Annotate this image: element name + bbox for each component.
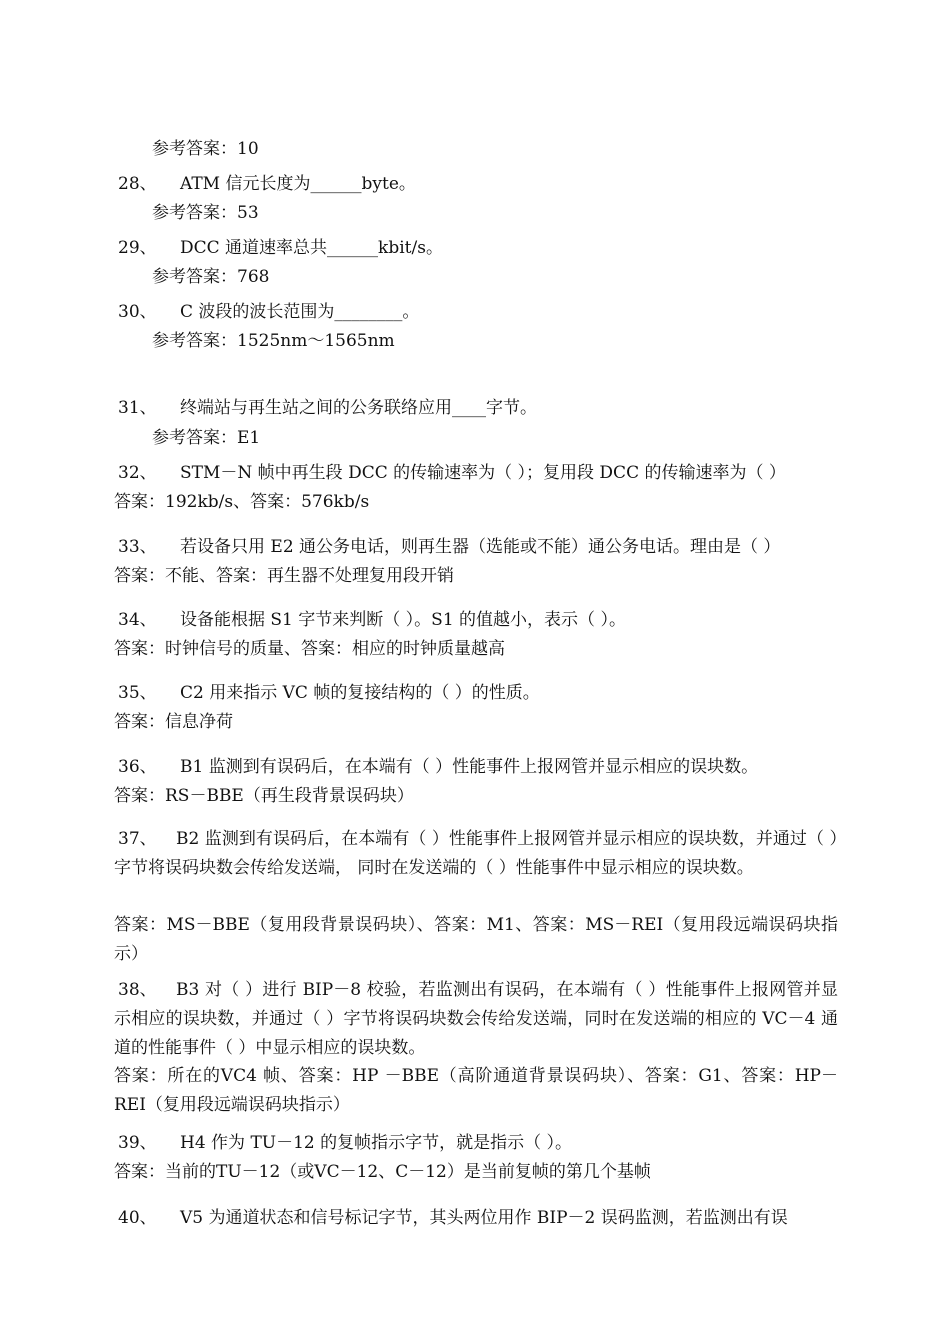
question-number: 38、 bbox=[118, 980, 157, 1000]
question-text: DCC 通道速率总共______kbit/s。 bbox=[180, 238, 443, 258]
answer-35: 答案：信息净荷 bbox=[114, 712, 233, 732]
question-30 bbox=[118, 300, 419, 324]
question-number: 34、 bbox=[118, 610, 157, 630]
question-number: 40、 bbox=[118, 1208, 157, 1228]
answer-32: 答案：192kb/s、答案：576kb/s bbox=[114, 492, 370, 512]
question-text: C 波段的波长范围为________。 bbox=[180, 302, 420, 322]
answer-28: 参考答案：53 bbox=[152, 203, 259, 223]
question-text: 设备能根据 S1 字节来判断（ ）。S1 的值越小，表示（ ）。 bbox=[180, 610, 626, 630]
question-37 bbox=[114, 825, 838, 883]
question-33 bbox=[118, 535, 780, 559]
question-32 bbox=[118, 461, 786, 485]
question-number: 29、 bbox=[118, 238, 157, 258]
question-text: ATM 信元长度为______byte。 bbox=[180, 174, 416, 194]
question-text: V5 为通道状态和信号标记字节，其头两位用作 BIP－2 误码监测，若监测出有误 bbox=[180, 1208, 788, 1228]
answer-31: 参考答案：E1 bbox=[152, 428, 261, 448]
question-number: 30、 bbox=[118, 302, 157, 322]
question-number: 33、 bbox=[118, 537, 157, 557]
question-text: H4 作为 TU－12 的复帧指示字节，就是指示（ ）。 bbox=[180, 1133, 573, 1153]
question-29 bbox=[118, 236, 443, 260]
question-number: 37、 bbox=[118, 829, 157, 849]
question-number: 32、 bbox=[118, 463, 157, 483]
answer-36: 答案：RS－BBE（再生段背景误码块） bbox=[114, 786, 414, 806]
question-text: 若设备只用 E2 通公务电话，则再生器（选能或不能）通公务电话。理由是（ ） bbox=[180, 537, 781, 557]
question-number: 36、 bbox=[118, 757, 157, 777]
answer-39: 答案：当前的TU－12（或VC－12、C－12）是当前复帧的第几个基帧 bbox=[114, 1162, 651, 1182]
answer-34: 答案：时钟信号的质量、答案：相应的时钟质量越高 bbox=[114, 639, 505, 659]
question-number: 31、 bbox=[118, 398, 157, 418]
question-number: 28、 bbox=[118, 174, 157, 194]
answer-33: 答案：不能、答案：再生器不处理复用段开销 bbox=[114, 566, 454, 586]
question-36 bbox=[118, 755, 758, 779]
question-text: C2 用来指示 VC 帧的复接结构的（ ）的性质。 bbox=[180, 683, 540, 703]
answer-37: 答案：MS－BBE（复用段背景误码块）、答案：M1、答案：MS－REI（复用段远端误码块指示） bbox=[114, 915, 838, 964]
question-38 bbox=[114, 976, 838, 1063]
answer-29: 参考答案：768 bbox=[152, 267, 270, 287]
question-number: 35、 bbox=[118, 683, 157, 703]
question-34 bbox=[118, 608, 626, 632]
question-40 bbox=[118, 1206, 788, 1230]
question-text: B3 对（ ）进行 BIP－8 校验，若监测出有误码，在本端有（ ）性能事件上报网管并显示相应的误块数，并通过（ ）字节将误码块数会传给发送端，同时在发送端的相应的 VC－4 通道的性能事件（ ）中显示相应的误块数。 bbox=[114, 980, 838, 1058]
question-number: 39、 bbox=[118, 1133, 157, 1153]
question-text: B2 监测到有误码后，在本端有（ ）性能事件上报网管并显示相应的误块数，并通过（ ）字节将误码块数会传给发送端， 同时在发送端的（ ）性能事件中显示相应的误块数。 bbox=[114, 829, 838, 878]
question-35 bbox=[118, 681, 540, 705]
question-text: B1 监测到有误码后，在本端有（ ）性能事件上报网管并显示相应的误块数。 bbox=[180, 757, 759, 777]
question-text: 终端站与再生站之间的公务联络应用____字节。 bbox=[180, 398, 537, 418]
question-text: STM－N 帧中再生段 DCC 的传输速率为（ ）；复用段 DCC 的传输速率为（ ） bbox=[180, 463, 786, 483]
answer-38: 答案：所在的VC4 帧、答案：HP －BBE（高阶通道背景误码块）、答案：G1、答案：HP－REI（复用段远端误码块指示） bbox=[114, 1066, 838, 1115]
answer-27: 参考答案：10 bbox=[152, 139, 259, 159]
question-28 bbox=[118, 172, 416, 196]
question-39 bbox=[118, 1131, 572, 1155]
answer-30: 参考答案：1525nm～1565nm bbox=[152, 331, 395, 351]
question-31 bbox=[118, 396, 537, 420]
